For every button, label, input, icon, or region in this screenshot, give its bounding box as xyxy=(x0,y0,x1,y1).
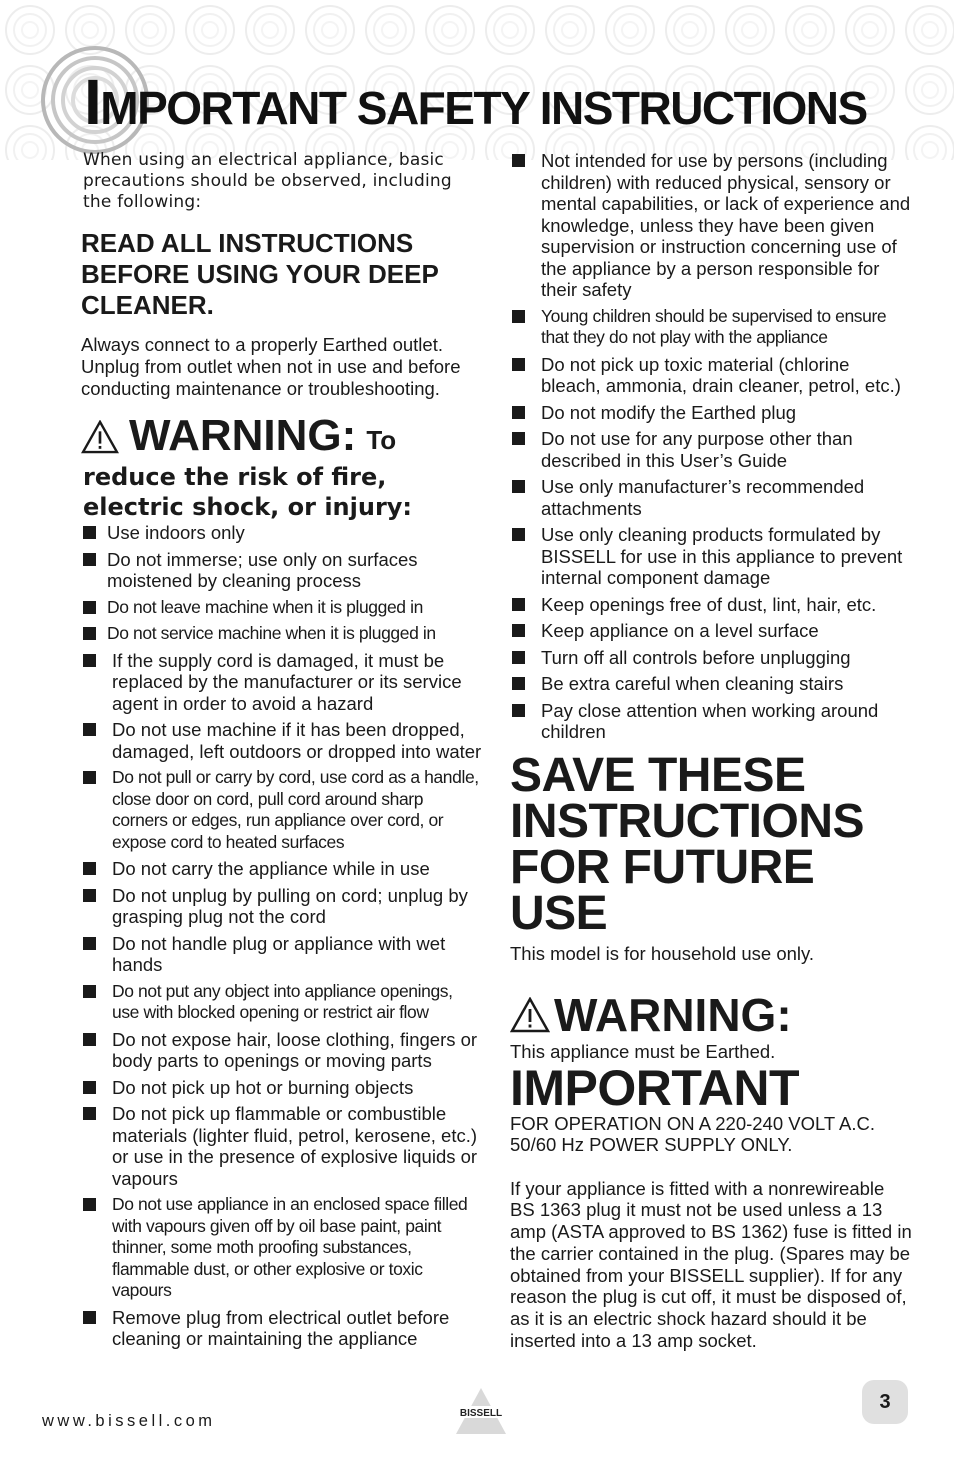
bullet-square-icon xyxy=(83,1033,96,1046)
list-item: Use indoors only xyxy=(81,522,483,544)
list-item: Do not leave machine when it is plugged in xyxy=(81,597,483,619)
list-item: Do not pick up flammable or combustible materials (lighter fluid, petrol, kerosene, etc.) or use in the presence of explosive liquids or vapours xyxy=(81,1103,483,1189)
list-item: Do not handle plug or appliance with wet hands xyxy=(81,933,483,976)
list-item: Do not pull or carry by cord, use cord as a handle, close door on cord, pull cord around sharp corners or edges, run appliance over cord, or expose cord to heated surfaces xyxy=(81,767,483,853)
bullet-square-icon xyxy=(512,480,525,493)
power-supply-note: FOR OPERATION ON A 220-240 VOLT A.C. 50/60 Hz POWER SUPPLY ONLY. xyxy=(510,1112,875,1155)
list-item: Not intended for use by persons (including children) with reduced physical, sensory or mental capabilities, or lack of experience and knowledge, unless they have been given supervision or instruction concerning use of the appliance by a person responsible for their safety xyxy=(510,150,912,301)
warning-to: To xyxy=(366,425,397,455)
list-item: Keep appliance on a level surface xyxy=(510,620,912,642)
bullet-square-icon xyxy=(83,985,96,998)
list-item: Pay close attention when working around children xyxy=(510,700,912,743)
page-title xyxy=(84,66,867,138)
warning-triangle-icon xyxy=(510,997,550,1033)
list-item: Young children should be supervised to ensure that they do not play with the appliance xyxy=(510,306,912,349)
bullet-square-icon xyxy=(512,406,525,419)
bullet-square-icon xyxy=(512,358,525,371)
bullet-square-icon xyxy=(83,526,96,539)
bullet-square-icon xyxy=(512,154,525,167)
warning-triangle-icon xyxy=(81,420,119,454)
list-item: Keep openings free of dust, lint, hair, etc. xyxy=(510,594,912,616)
bullet-square-icon xyxy=(83,771,96,784)
list-item: Do not put any object into appliance openings, use with blocked opening or restrict air flow xyxy=(81,981,483,1024)
save-heading-line-2: INSTRUCTIONS xyxy=(510,794,864,848)
save-heading-line-3: FOR FUTURE USE xyxy=(510,840,815,940)
svg-text:BISSELL: BISSELL xyxy=(459,1408,503,1419)
left-column xyxy=(81,150,483,1355)
footer-url: www.bissell.com xyxy=(42,1412,216,1430)
bullet-square-icon xyxy=(83,1198,96,1211)
list-item: Do not use machine if it has been dropped, damaged, left outdoors or dropped into water xyxy=(81,719,483,762)
bullet-square-icon xyxy=(83,654,96,667)
bullet-square-icon xyxy=(83,1311,96,1324)
bullet-square-icon xyxy=(512,651,525,664)
list-item: Do not pick up hot or burning objects xyxy=(81,1077,483,1099)
list-item: Do not use appliance in an enclosed space filled with vapours given off by oil base paint, paint thinner, some moth proofing substances, flammable dust, or other explosive or toxic vapours xyxy=(81,1194,483,1302)
list-item: Remove plug from electrical outlet before cleaning or maintaining the appliance xyxy=(81,1307,483,1350)
bullet-square-icon xyxy=(83,627,96,640)
bullet-square-icon xyxy=(83,723,96,736)
list-item: Do not modify the Earthed plug xyxy=(510,402,912,424)
list-item: Turn off all controls before unplugging xyxy=(510,647,912,669)
right-safety-list xyxy=(510,150,912,743)
list-item: Use only cleaning products formulated by BISSELL for use in this appliance to prevent internal component damage xyxy=(510,524,912,589)
bullet-square-icon xyxy=(83,937,96,950)
bullet-square-icon xyxy=(83,553,96,566)
warning-subheading: reduce the risk of fire, electric shock, or injury: xyxy=(83,463,413,521)
bullet-square-icon xyxy=(512,432,525,445)
bullet-square-icon xyxy=(512,598,525,611)
important-heading: IMPORTANT xyxy=(510,1059,799,1116)
list-item: Do not carry the appliance while in use xyxy=(81,858,483,880)
plug-fuse-paragraph: If your appliance is fitted with a nonrewireable BS 1363 plug it must not be used unless a 13 amp (ASTA approved to BS 1362) fuse is fitted in the carrier contained in the plug. (Spares may be obtained from your BISSELL supplier). If for any reason the plug is cut off, it must be disposed of, as it is an electric shock hazard should it be inserted into a 13 amp socket. xyxy=(510,1177,912,1352)
left-safety-list xyxy=(81,522,483,1350)
list-item: Do not immerse; use only on surfaces moistened by cleaning process xyxy=(81,549,483,592)
list-item: Do not expose hair, loose clothing, fingers or body parts to openings or moving parts xyxy=(81,1029,483,1072)
bullet-square-icon xyxy=(512,528,525,541)
warning-word: WARNING: xyxy=(129,411,357,460)
earthed-statement: This appliance must be Earthed. xyxy=(510,1040,776,1062)
list-item: Do not service machine when it is plugged in xyxy=(81,623,483,645)
bullet-square-icon xyxy=(512,677,525,690)
read-all-heading: READ ALL INSTRUCTIONS BEFORE USING YOUR DEEP CLEANER. xyxy=(81,228,439,320)
bullet-square-icon xyxy=(512,704,525,717)
bullet-square-icon xyxy=(83,889,96,902)
warning-heading-2 xyxy=(510,988,912,1041)
intro-text: When using an electrical appliance, basic precautions should be observed, including the following: xyxy=(83,150,452,212)
bullet-square-icon xyxy=(83,1107,96,1120)
bullet-square-icon xyxy=(512,310,525,323)
save-heading-line-1: SAVE THESE xyxy=(510,748,806,802)
earthed-note: Always connect to a properly Earthed outlet. Unplug from outlet when not in use and before conducting maintenance or troubleshooting. xyxy=(81,334,461,399)
right-column xyxy=(510,150,912,1352)
household-note: This model is for household use only. xyxy=(510,942,815,964)
bullet-square-icon xyxy=(512,624,525,637)
list-item: Use only manufacturer’s recommended attachments xyxy=(510,476,912,519)
warning-heading xyxy=(81,410,483,460)
list-item: Do not unplug by pulling on cord; unplug by grasping plug not the cord xyxy=(81,885,483,928)
save-instructions-heading xyxy=(510,748,912,940)
list-item: If the supply cord is damaged, it must be replaced by the manufacturer or its service agent in order to avoid a hazard xyxy=(81,650,483,715)
page-number: 3 xyxy=(862,1380,908,1424)
page-title-rest: MPORTANT SAFETY INSTRUCTIONS xyxy=(100,82,867,134)
list-item: Do not pick up toxic material (chlorine bleach, ammonia, drain cleaner, petrol, etc.) xyxy=(510,354,912,397)
bullet-square-icon xyxy=(83,1081,96,1094)
list-item: Be extra careful when cleaning stairs xyxy=(510,673,912,695)
list-item: Do not use for any purpose other than described in this User’s Guide xyxy=(510,428,912,471)
page-title-initial: I xyxy=(84,66,101,138)
bissell-logo xyxy=(446,1388,516,1434)
bullet-square-icon xyxy=(83,601,96,614)
warning-word-2: WARNING: xyxy=(554,988,792,1041)
bullet-square-icon xyxy=(83,862,96,875)
